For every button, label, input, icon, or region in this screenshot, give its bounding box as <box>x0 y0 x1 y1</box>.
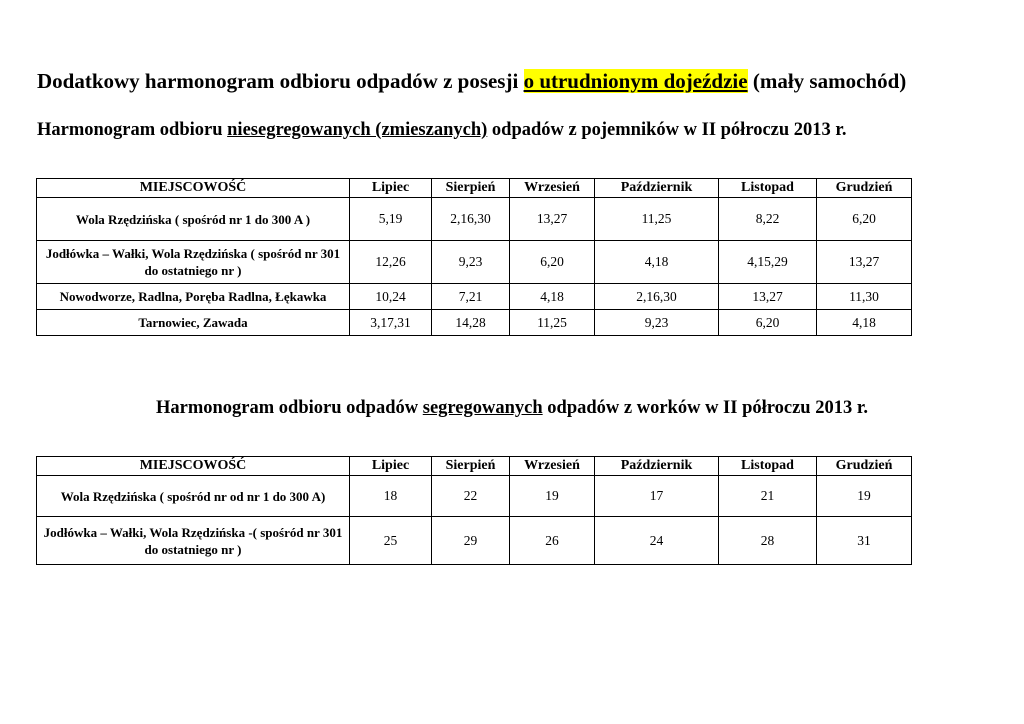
column-header-month: Październik <box>595 457 719 476</box>
date-cell: 9,23 <box>432 241 510 284</box>
column-header-month: Listopad <box>719 179 817 198</box>
column-header-place: MIEJSCOWOŚĆ <box>37 457 350 476</box>
section2-heading <box>0 396 1024 420</box>
table-row <box>37 476 912 517</box>
section2-heading-part1: Harmonogram odbioru odpadów <box>156 398 423 418</box>
section1-heading-part2: odpadów z pojemników w II półroczu 2013 r. <box>487 120 847 140</box>
table-row <box>37 198 912 241</box>
section1-heading-part1: Harmonogram odbioru <box>37 120 228 140</box>
column-header-month: Sierpień <box>432 179 510 198</box>
table-header-row <box>37 457 912 476</box>
date-cell: 2,16,30 <box>432 198 510 241</box>
date-cell: 6,20 <box>719 310 817 336</box>
date-cell: 28 <box>719 517 817 565</box>
place-cell: Wola Rzędzińska ( spośród nr od nr 1 do 300 A) <box>37 476 350 517</box>
column-header-month: Październik <box>595 179 719 198</box>
date-cell: 14,28 <box>432 310 510 336</box>
place-cell: Wola Rzędzińska ( spośród nr 1 do 300 A ) <box>37 198 350 241</box>
date-cell: 29 <box>432 517 510 565</box>
table-row <box>37 241 912 284</box>
column-header-month: Sierpień <box>432 457 510 476</box>
date-cell: 11,25 <box>510 310 595 336</box>
date-cell: 21 <box>719 476 817 517</box>
section1-heading-underlined: niesegregowanych (zmieszanych) <box>227 120 488 140</box>
date-cell: 24 <box>595 517 719 565</box>
date-cell: 4,18 <box>817 310 912 336</box>
date-cell: 4,15,29 <box>719 241 817 284</box>
column-header-month: Lipiec <box>350 457 432 476</box>
date-cell: 11,25 <box>595 198 719 241</box>
section2-heading-underlined: segregowanych <box>422 398 543 418</box>
place-cell: Jodłówka – Wałki, Wola Rzędzińska ( spośród nr 301 do ostatniego nr ) <box>37 241 350 284</box>
date-cell: 19 <box>510 476 595 517</box>
date-cell: 25 <box>350 517 432 565</box>
date-cell: 2,16,30 <box>595 284 719 310</box>
date-cell: 13,27 <box>817 241 912 284</box>
date-cell: 13,27 <box>719 284 817 310</box>
place-cell: Nowodworze, Radlna, Poręba Radlna, Łękawka <box>37 284 350 310</box>
column-header-month: Listopad <box>719 457 817 476</box>
date-cell: 4,18 <box>510 284 595 310</box>
title-part1: Dodatkowy harmonogram odbioru odpadów z posesji <box>37 69 524 93</box>
date-cell: 3,17,31 <box>350 310 432 336</box>
date-cell: 22 <box>432 476 510 517</box>
date-cell: 31 <box>817 517 912 565</box>
column-header-month: Lipiec <box>350 179 432 198</box>
date-cell: 19 <box>817 476 912 517</box>
column-header-month: Grudzień <box>817 457 912 476</box>
date-cell: 13,27 <box>510 198 595 241</box>
table-row <box>37 284 912 310</box>
mixed-waste-schedule-table <box>36 178 912 336</box>
date-cell: 17 <box>595 476 719 517</box>
date-cell: 10,24 <box>350 284 432 310</box>
table-header-row <box>37 179 912 198</box>
date-cell: 9,23 <box>595 310 719 336</box>
date-cell: 11,30 <box>817 284 912 310</box>
column-header-month: Wrzesień <box>510 179 595 198</box>
column-header-month: Wrzesień <box>510 457 595 476</box>
place-cell: Tarnowiec, Zawada <box>37 310 350 336</box>
date-cell: 26 <box>510 517 595 565</box>
table-row <box>37 310 912 336</box>
place-cell: Jodłówka – Wałki, Wola Rzędzińska -( spośród nr 301 do ostatniego nr ) <box>37 517 350 565</box>
page-title <box>37 67 906 95</box>
column-header-place: MIEJSCOWOŚĆ <box>37 179 350 198</box>
section1-heading <box>37 118 847 142</box>
date-cell: 6,20 <box>817 198 912 241</box>
section2-heading-part2: odpadów z worków w II półroczu 2013 r. <box>542 398 868 418</box>
date-cell: 5,19 <box>350 198 432 241</box>
date-cell: 8,22 <box>719 198 817 241</box>
column-header-month: Grudzień <box>817 179 912 198</box>
date-cell: 4,18 <box>595 241 719 284</box>
segregated-waste-schedule-table <box>36 456 912 565</box>
date-cell: 18 <box>350 476 432 517</box>
date-cell: 12,26 <box>350 241 432 284</box>
title-part2: (mały samochód) <box>747 69 907 93</box>
table-row <box>37 517 912 565</box>
title-highlight: o utrudnionym dojeździe <box>523 69 748 93</box>
date-cell: 6,20 <box>510 241 595 284</box>
date-cell: 7,21 <box>432 284 510 310</box>
